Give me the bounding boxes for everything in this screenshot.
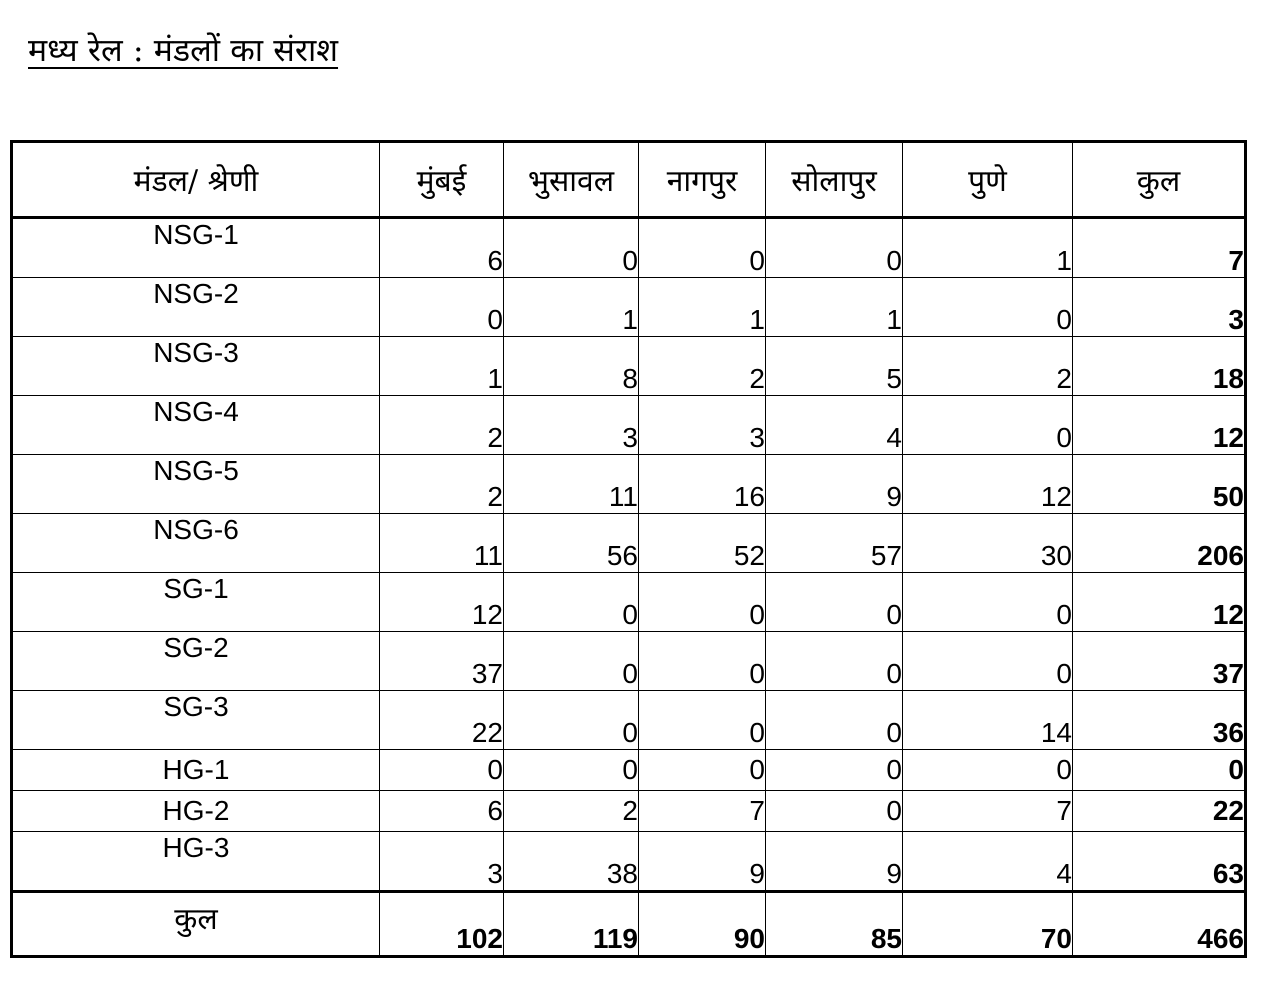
table-row [12,750,1246,791]
value-cell: 0 [380,750,504,791]
value-cell: 1 [380,337,504,396]
table-row [12,573,1246,632]
row-label: SG-1 [12,573,380,632]
row-total-cell: 18 [1073,337,1246,396]
column-header-solapur: सोलापुर [766,142,903,218]
value-cell: 2 [380,396,504,455]
table-row [12,791,1246,832]
value-cell: 0 [504,632,639,691]
value-cell: 7 [639,791,766,832]
value-cell: 6 [380,791,504,832]
column-header-total: कुल [1073,142,1246,218]
value-cell: 3 [380,832,504,892]
value-cell: 56 [504,514,639,573]
value-cell: 0 [639,632,766,691]
value-cell: 0 [766,632,903,691]
grand-total-cell: 102 [380,892,504,957]
value-cell: 12 [903,455,1073,514]
value-cell: 52 [639,514,766,573]
value-cell: 0 [504,691,639,750]
value-cell: 0 [639,573,766,632]
value-cell: 6 [380,218,504,278]
value-cell: 4 [903,832,1073,892]
value-cell: 0 [903,278,1073,337]
value-cell: 2 [903,337,1073,396]
value-cell: 0 [766,791,903,832]
row-label: NSG-3 [12,337,380,396]
grand-total-cell: 119 [504,892,639,957]
page-title: मध्य रेल : मंडलों का संराश [28,31,339,69]
value-cell: 0 [766,750,903,791]
value-cell: 9 [639,832,766,892]
table-row [12,832,1246,892]
row-total-cell: 206 [1073,514,1246,573]
table-row [12,218,1246,278]
value-cell: 14 [903,691,1073,750]
row-total-cell: 50 [1073,455,1246,514]
value-cell: 0 [903,396,1073,455]
value-cell: 1 [766,278,903,337]
value-cell: 2 [380,455,504,514]
row-total-cell: 12 [1073,573,1246,632]
row-total-cell: 12 [1073,396,1246,455]
value-cell: 38 [504,832,639,892]
value-cell: 11 [504,455,639,514]
row-total-cell: 0 [1073,750,1246,791]
grand-total-overall: 466 [1073,892,1246,957]
column-header-mumbai: मुंबई [380,142,504,218]
value-cell: 0 [903,750,1073,791]
value-cell: 3 [504,396,639,455]
value-cell: 9 [766,832,903,892]
value-cell: 1 [639,278,766,337]
row-label: HG-3 [12,832,380,892]
row-label: HG-2 [12,791,380,832]
row-label: NSG-5 [12,455,380,514]
row-total-cell: 7 [1073,218,1246,278]
value-cell: 2 [639,337,766,396]
value-cell: 0 [380,278,504,337]
row-label: NSG-2 [12,278,380,337]
table-row [12,455,1246,514]
grand-total-cell: 70 [903,892,1073,957]
value-cell: 12 [380,573,504,632]
row-total-cell: 63 [1073,832,1246,892]
value-cell: 0 [639,218,766,278]
row-total-cell: 36 [1073,691,1246,750]
table-row [12,396,1246,455]
value-cell: 30 [903,514,1073,573]
table-row [12,691,1246,750]
value-cell: 3 [639,396,766,455]
row-total-cell: 37 [1073,632,1246,691]
value-cell: 37 [380,632,504,691]
row-label: SG-2 [12,632,380,691]
row-label: NSG-4 [12,396,380,455]
value-cell: 0 [504,218,639,278]
grand-total-label: कुल [12,892,380,957]
value-cell: 0 [639,691,766,750]
row-label: HG-1 [12,750,380,791]
row-total-cell: 3 [1073,278,1246,337]
column-header-category: मंडल/ श्रेणी [12,142,380,218]
value-cell: 0 [639,750,766,791]
value-cell: 11 [380,514,504,573]
row-total-cell: 22 [1073,791,1246,832]
value-cell: 1 [504,278,639,337]
table-row [12,514,1246,573]
row-label: SG-3 [12,691,380,750]
value-cell: 0 [766,573,903,632]
value-cell: 8 [504,337,639,396]
value-cell: 1 [903,218,1073,278]
value-cell: 5 [766,337,903,396]
row-label: NSG-6 [12,514,380,573]
grand-total-cell: 90 [639,892,766,957]
value-cell: 57 [766,514,903,573]
value-cell: 0 [766,691,903,750]
table-row [12,337,1246,396]
row-label: NSG-1 [12,218,380,278]
column-header-nagpur: नागपुर [639,142,766,218]
value-cell: 2 [504,791,639,832]
value-cell: 0 [903,573,1073,632]
value-cell: 0 [504,750,639,791]
value-cell: 4 [766,396,903,455]
header-row [12,142,1246,218]
value-cell: 16 [639,455,766,514]
value-cell: 0 [903,632,1073,691]
column-header-bhusawal: भुसावल [504,142,639,218]
value-cell: 7 [903,791,1073,832]
table-row [12,278,1246,337]
table-body [12,218,1246,892]
grand-total-cell: 85 [766,892,903,957]
column-header-pune: पुणे [903,142,1073,218]
grand-total-row [12,892,1246,957]
value-cell: 0 [766,218,903,278]
value-cell: 0 [504,573,639,632]
value-cell: 22 [380,691,504,750]
value-cell: 9 [766,455,903,514]
table-row [12,632,1246,691]
summary-table [10,140,1247,958]
